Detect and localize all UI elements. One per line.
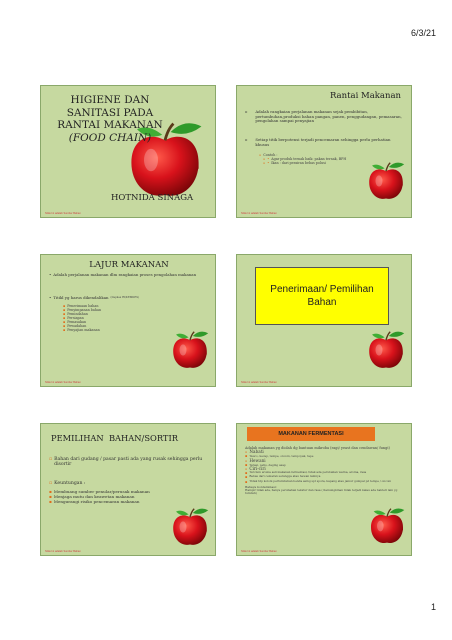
bullet: ▫ Ciri-ciri [245, 466, 266, 472]
slide-footer: Slide Ini adalah Sumber Bahan [45, 381, 81, 384]
slide-footer: Slide Ini adalah Sumber Bahan [241, 550, 277, 553]
slide-3 [40, 254, 216, 387]
bullet: ▫ Nabati [245, 449, 264, 455]
title-line: SANITASI PADA [66, 106, 154, 119]
list-item: ▪ Mengurangi risiko pencemaran makanan [49, 499, 140, 505]
print-date: 6/3/21 [410, 28, 436, 38]
sub-bullet: ▪ Tauco, kecap, tempe, oncom, tempoyak, tape [245, 454, 314, 459]
title-line: RANTAI MAKANAN [57, 119, 163, 131]
slide-3-title: LAJUR MAKANAN [89, 260, 169, 270]
bullet: o Setiap titik berpotensi terjadi pencemaran sehingga perlu perhatian khusus [245, 137, 391, 147]
slide-1-subtitle: (FOOD CHAIN) [68, 131, 152, 144]
highlight-box-text: Penerimaan/ Pemilihan Bahan [270, 284, 374, 308]
title-line: HIGIENE DAN [70, 94, 150, 106]
list-item: ▪ Penyajian makanan [63, 328, 100, 332]
list-item: ▪ Pewadahan [63, 324, 87, 328]
title-bar [247, 427, 375, 441]
bullet: ▫ Keuntungan : [49, 481, 86, 486]
bullet: o Adalah rangkaian perjalanan makanan sejak pembibitan, pertumbuhan,produksi bahan pangan, panen, penggudangan, pemasaran, pengolahan sampai penyajian [245, 109, 402, 124]
slide-footer: Slide Ini adalah Sumber Bahan [45, 212, 81, 215]
slide-1 [40, 85, 216, 218]
slide-1-title [41, 94, 179, 144]
page-number: 1 [430, 602, 436, 612]
bullet: ▫ Bahan dari gudang / pasar pasti ada yang rusak sehingga perlu disortir [49, 457, 203, 468]
list-item: ▪ Penyimpanan bahan [63, 308, 102, 312]
apple-icon [169, 329, 211, 371]
sub-bullet: ▫ Contoh : [259, 153, 278, 157]
paragraph: Bahaya kontaminasi: [245, 484, 277, 489]
paragraph: Hampir tidak ada, hanya perubahan tekstur dan rasa ( Kemungkinan tidak terjadi kalau ada bakteri lain yg tumbuh) [245, 488, 398, 496]
sub-bullet: ▪ Terasi, petis, daging asap [245, 462, 286, 467]
slide-4 [236, 254, 412, 387]
slide-2-title: Rantai Makanan [329, 91, 401, 101]
slide-footer: Slide Ini adalah Sumber Bahan [241, 212, 277, 215]
slide-footer: Slide Ini adalah Sumber Bahan [45, 550, 81, 553]
slide-footer: Slide Ini adalah Sumber Bahan [241, 381, 277, 384]
sub-bullet: ▪ Tidak tdp koloni pertumbuhan benda asing spt spora, kapang atau jamur gumpal pd tempe / oncom [245, 478, 392, 484]
sub-bullet: ▪ Tercium aroma asli makanan fermentasi, tidak ada perubahan warna, aroma, rasa [245, 470, 367, 476]
apple-icon [367, 506, 407, 546]
slide-6-title: MAKANAN FERMENTASI [278, 431, 344, 437]
slide-6 [236, 423, 412, 556]
list-item: ▪ Pemindahan [63, 312, 88, 316]
list-item: ▪ Pemasakan [63, 320, 87, 324]
slide-1-author: HOTNIDA SINAGA [111, 193, 194, 203]
slide-5 [40, 423, 216, 556]
sub-bullet: ▪ Bebas dari cemaran serangga atau hewan lainnya [245, 474, 321, 480]
bullet: • Adalah perjalanan makanan dlm rangkaian proses pengolahan makanan [49, 272, 197, 277]
slide-5-title: PEMILIHAN BAHAN/SORTIR [51, 433, 178, 443]
list-item: ▪ Persiapan [63, 316, 84, 320]
list-item: ▪ Menjaga mutu dan keawetan makanan [49, 494, 135, 500]
list-item: ▪ Membuang sumber penular/perusak makanan [49, 489, 150, 494]
apple-icon [169, 506, 211, 548]
slide-2 [236, 85, 412, 218]
apple-icon [365, 329, 407, 371]
highlight-box [255, 267, 389, 325]
sub-bullet: ▫ • Ikan : dari perairan bebas polusi [263, 161, 326, 165]
sub-bullet: ▫ • Agar produk ternak baik: pakan ternak, BPH [263, 157, 347, 161]
paragraph: Adalah makanan yg diolah dg bantuan mikroba (ragi/ yeast dan cendawan/ fungi) [245, 446, 390, 450]
bullet: ▫ Hewani [245, 457, 266, 463]
bullet: • Titikl yg harus dikendalikan (Depkes RI/KEMKES) [49, 295, 140, 300]
list-item: ▪ Penerimaan bahan [63, 304, 99, 308]
apple-icon [365, 160, 407, 202]
